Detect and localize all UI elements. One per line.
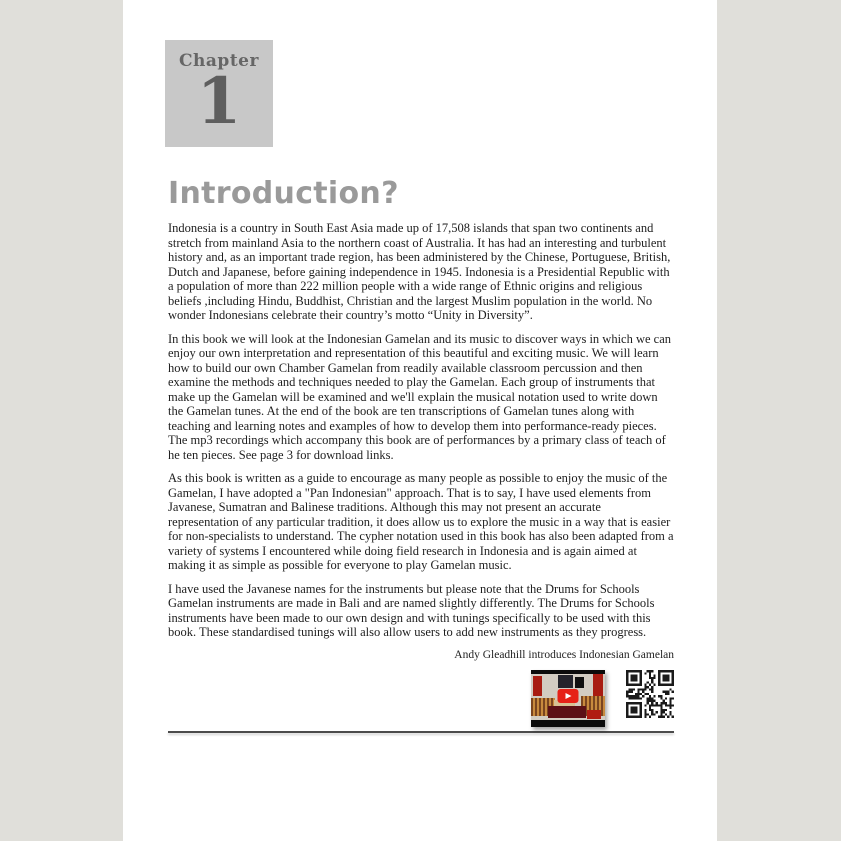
media-row [168,670,674,727]
chapter-box [165,40,273,147]
qr-code [626,670,674,718]
footer-rule [168,731,674,733]
body-paragraph: Indonesia is a country in South East Asia made up of 17,508 islands that span two continents and stretch from mainland Asia to the northern coast of Australia. It has had an interesting and turbulent history and, as an important trade region, has been administered by the Chinese, Portuguese, British, Dutch and Japanese, before gaining independence in 1945. Indonesia is a Presidential Republic with a population of more than 222 million people with a wide range of Ethnic origins and religious beliefs ,including Hindu, Buddhist, Christian and the largest Muslim population in the world. No wonder Indonesians celebrate their country’s motto “Unity in Diversity”. [168,221,671,322]
page-title: Introduction? [168,176,399,211]
chapter-label: Chapter [179,51,259,71]
youtube-play-icon [558,689,579,703]
body-text [168,221,674,640]
document-page [123,0,717,841]
body-paragraph: As this book is written as a guide to encourage as many people as possible to enjoy the music of the Gamelan, I have adopted a "Pan Indonesian" approach. That is to say, I have used elements from Javanese, Sumatran and Balinese traditions. Although this may not present an accurate representation of any particular tradition, it does allow us to explore the music in a way that is easier for non-specialists to understand. The cypher notation used in this book has also been adapted from a variety of systems I encountered while doing field research in Indonesia and is again aimed at making it as simple as possible for everyone to play Gamelan music. [168,471,674,572]
chapter-number: 1 [196,64,242,139]
body-paragraph: I have used the Javanese names for the instruments but please note that the Drums for Schools Gamelan instruments are made in Bali and are named slightly differently. The Drums for Schools instruments have been made to our own design and with tunings specifically to be used with this book. These standardised tunings will also allow users to add new instruments as they progress. [168,581,655,639]
video-thumbnail[interactable] [531,670,605,727]
page-content [168,0,674,733]
body-paragraph: In this book we will look at the Indonesian Gamelan and its music to discover ways in which we can enjoy our own interpretation and representation of this beautiful and exciting music. We will learn how to build our own Chamber Gamelan from readily available classroom percussion and then examine the methods and techniques needed to play the Gamelan. Each group of instruments that make up the Gamelan will be examined and we'll explain the musical notation used to write down the Gamelan tunes. At the end of the book are ten transcriptions of Gamelan tunes along with teaching and learning notes and examples of how to develop them into performance-ready pieces. The mp3 recordings which accompany this book are of performances by a primary class of teach of he ten pieces. See page 3 for download links. [168,331,672,462]
video-caption: Andy Gleadhill introduces Indonesian Gamelan [454,648,674,661]
